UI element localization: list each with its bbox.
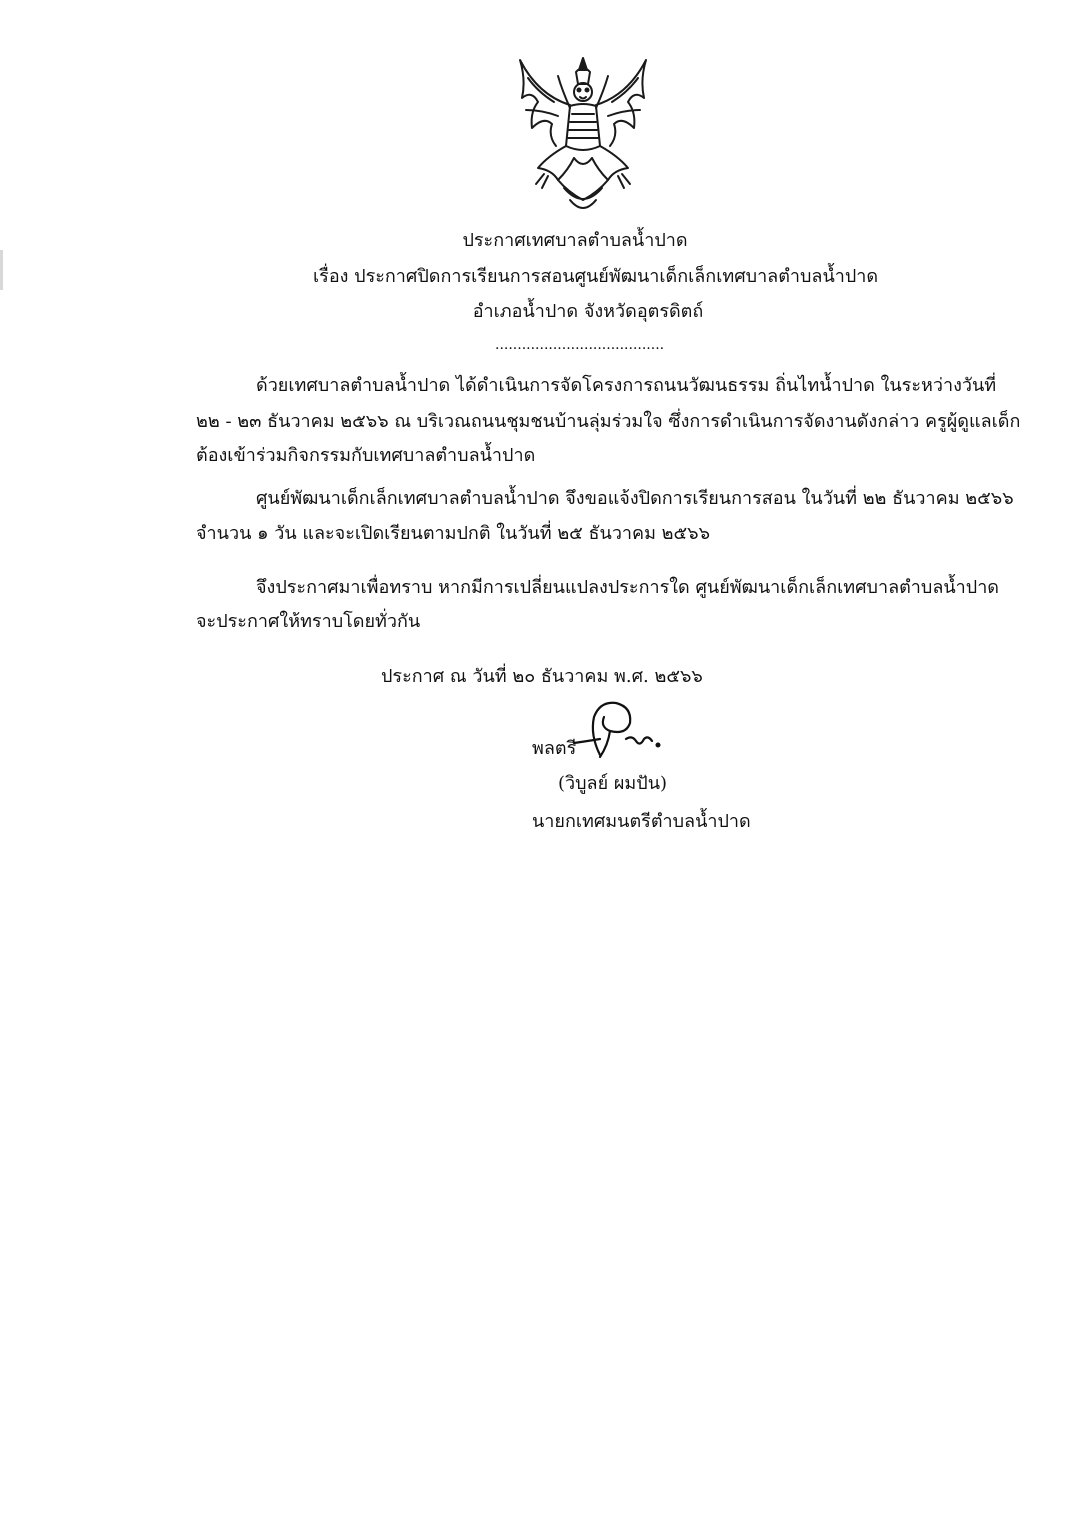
- announcement-title: ประกาศเทศบาลตำบลน้ำปาด: [462, 230, 688, 251]
- signer-name: (วิบูลย์ ผมปัน): [558, 773, 668, 794]
- paragraph-1-line-3: ต้องเข้าร่วมกิจกรรมกับเทศบาลตำบลน้ำปาด: [196, 445, 536, 466]
- header-separator: ......................................: [495, 337, 665, 353]
- announcement-district: อำเภอน้ำปาด จังหวัดอุตรดิตถ์: [472, 301, 704, 322]
- signer-rank: พลตรี: [532, 738, 577, 759]
- paragraph-3-line-1: จึงประกาศมาเพื่อทราบ หากมีการเปลี่ยนแปลงประการใด ศูนย์พัฒนาเด็กเล็กเทศบาลตำบลน้ำปาด: [256, 577, 1000, 598]
- handwritten-signature: [570, 695, 665, 765]
- paragraph-3-line-2: จะประกาศให้ทราบโดยทั่วกัน: [196, 611, 421, 632]
- garuda-emblem-icon: [508, 50, 658, 220]
- signer-position: นายกเทศมนตรีตำบลน้ำปาด: [532, 811, 751, 832]
- scan-edge-mark: [0, 250, 3, 290]
- paragraph-1-line-2: ๒๒ - ๒๓ ธันวาคม ๒๕๖๖ ณ บริเวณถนนชุมชนบ้านลุ่มร่วมใจ ซึ่งการดำเนินการจัดงานดังกล่าว ครูผู้ดูแลเด็ก: [196, 411, 1021, 432]
- paragraph-1-line-1: ด้วยเทศบาลตำบลน้ำปาด ได้ดำเนินการจัดโครงการถนนวัฒนธรรม ถิ่นไทน้ำปาด ในระหว่างวันที่: [256, 375, 997, 396]
- announcement-subject: เรื่อง ประกาศปิดการเรียนการสอนศูนย์พัฒนาเด็กเล็กเทศบาลตำบลน้ำปาด: [313, 266, 879, 287]
- paragraph-2-line-2: จำนวน ๑ วัน และจะเปิดเรียนตามปกติ ในวันที่ ๒๕ ธันวาคม ๒๕๖๖: [196, 523, 711, 544]
- announcement-date: ประกาศ ณ วันที่ ๒๐ ธันวาคม พ.ศ. ๒๕๖๖: [381, 666, 703, 687]
- paragraph-2-line-1: ศูนย์พัฒนาเด็กเล็กเทศบาลตำบลน้ำปาด จึงขอแจ้งปิดการเรียนการสอน ในวันที่ ๒๒ ธันวาคม ๒๕๖๖: [256, 488, 1014, 509]
